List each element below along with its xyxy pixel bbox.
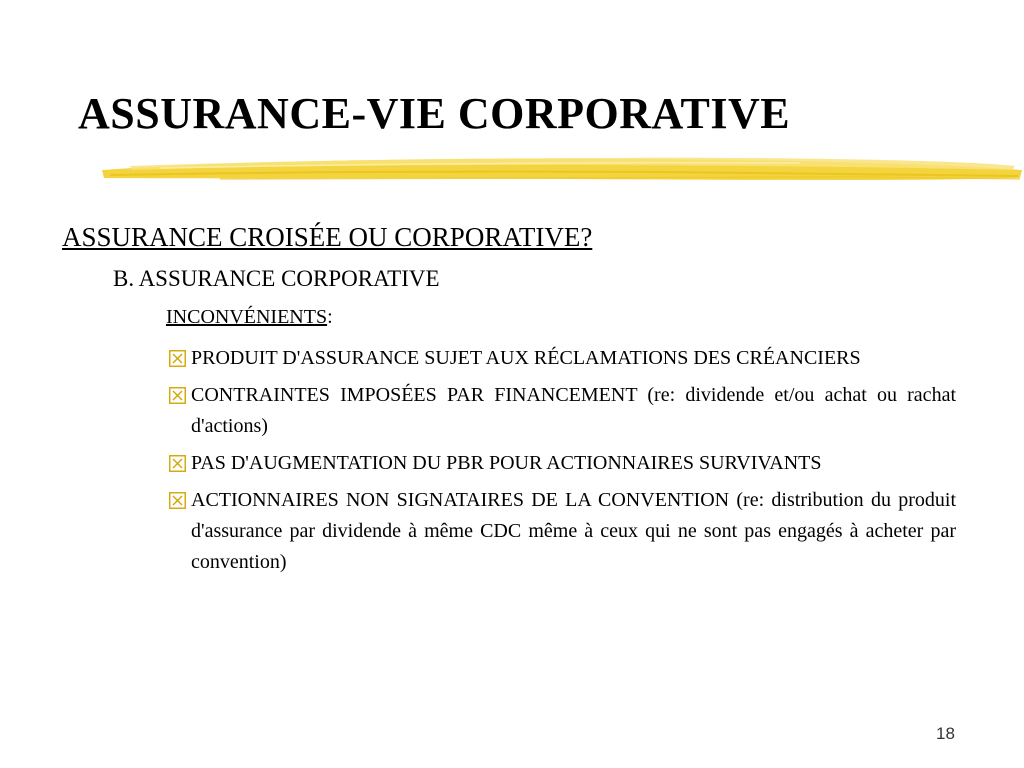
slide-title: ASSURANCE-VIE CORPORATIVE xyxy=(78,89,791,138)
brush-stroke-underline xyxy=(100,148,1024,188)
section-heading: ASSURANCE CROISÉE OU CORPORATIVE? xyxy=(62,222,593,252)
box-x-icon xyxy=(169,350,186,367)
bullet-text: PRODUIT D'ASSURANCE SUJET AUX RÉCLAMATIONS DES CRÉANCIERS xyxy=(191,347,861,369)
bullet-item xyxy=(168,343,956,374)
subsection-heading: B. ASSURANCE CORPORATIVE xyxy=(113,266,440,291)
inconvenients-label xyxy=(166,306,333,329)
bullet-text: ACTIONNAIRES NON SIGNATAIRES DE LA CONVENTION (re: distribution du produit d'assurance par dividende à même CDC même à ceux qui ne sont pas engagés à acheter par convention) xyxy=(191,489,956,573)
bullet-item xyxy=(168,448,956,479)
bullet-text: PAS D'AUGMENTATION DU PBR POUR ACTIONNAIRES SURVIVANTS xyxy=(191,452,822,474)
box-x-icon xyxy=(169,387,186,404)
box-x-icon xyxy=(169,492,186,509)
page-number: 18 xyxy=(936,724,955,743)
bullet-text: CONTRAINTES IMPOSÉES PAR FINANCEMENT (re: dividende et/ou achat ou rachat d'actions) xyxy=(191,384,956,437)
bullet-list xyxy=(168,343,956,584)
inconvenients-label-colon: : xyxy=(327,306,333,328)
inconvenients-label-text: INCONVÉNIENTS xyxy=(166,306,328,328)
box-x-icon xyxy=(169,455,186,472)
bullet-item xyxy=(168,380,956,442)
bullet-item xyxy=(168,485,956,578)
